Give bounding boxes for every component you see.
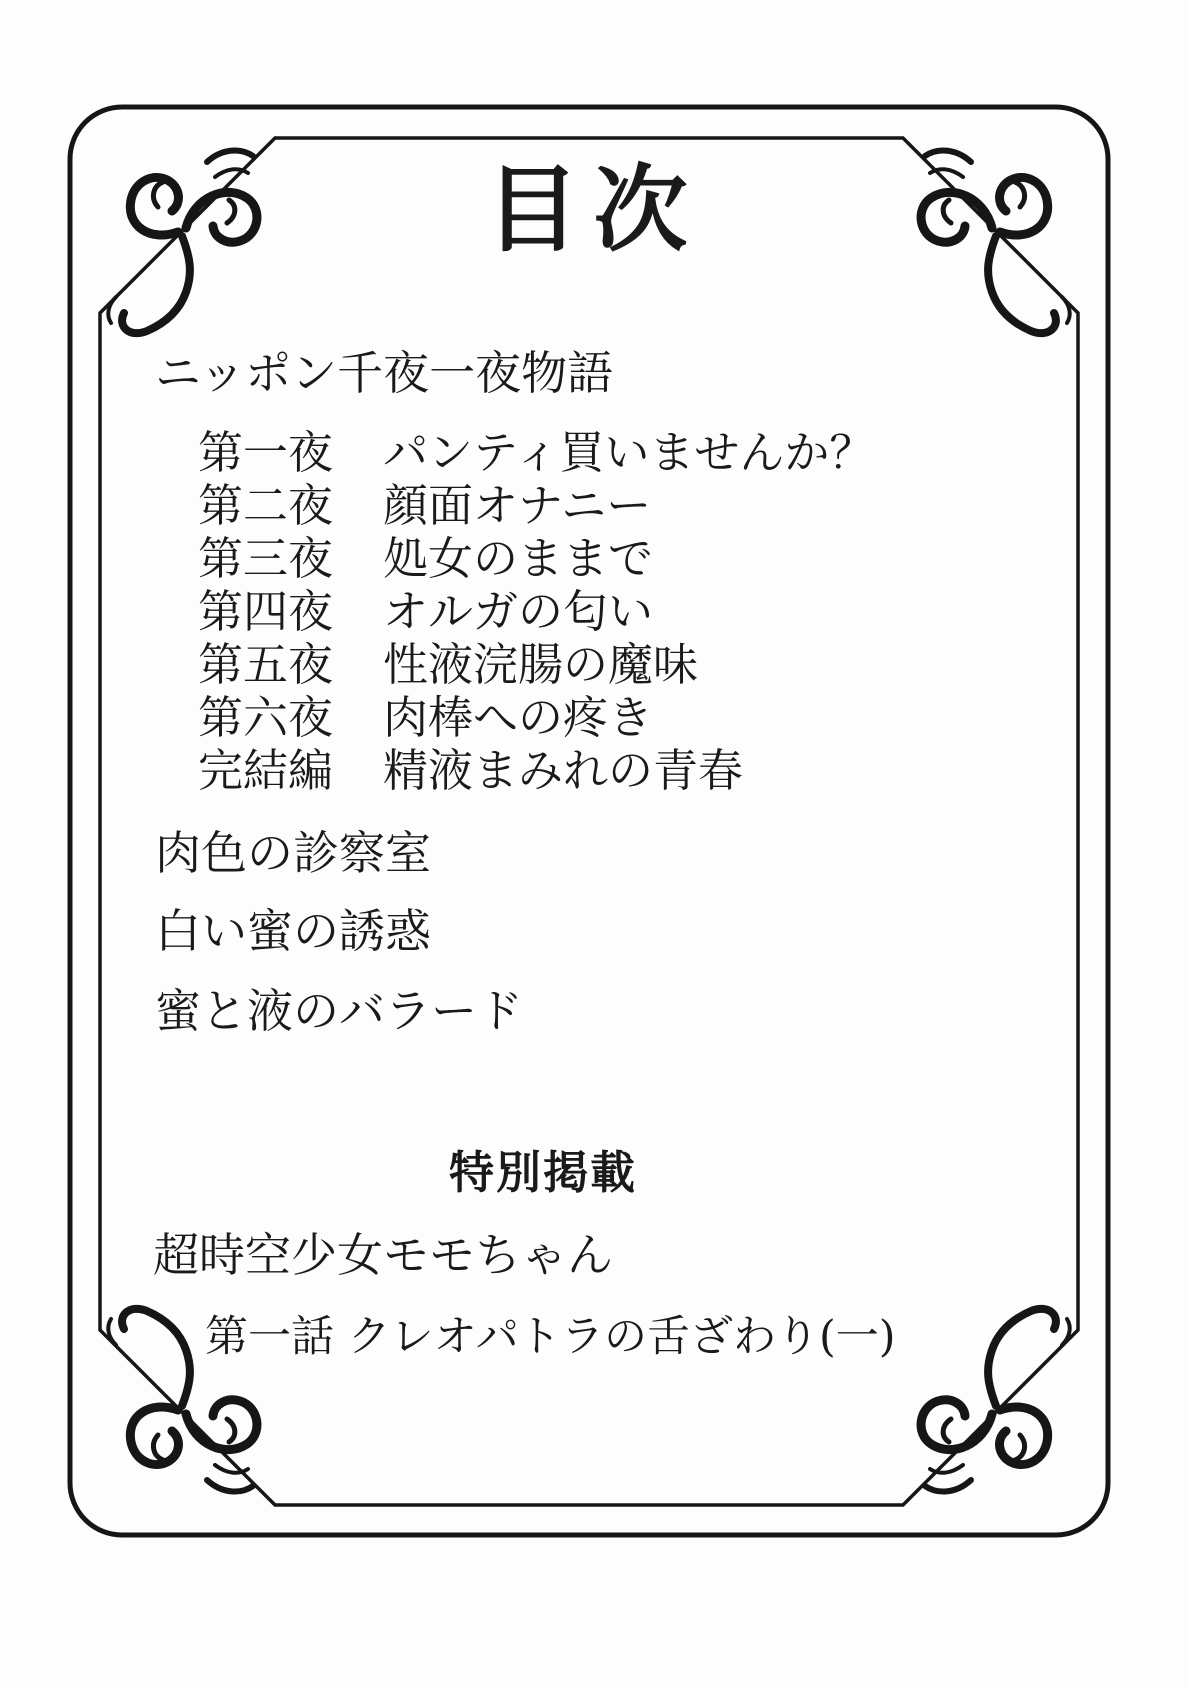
chapter-title: 精液まみれの青春 [383,744,744,797]
page-title: 目次 [485,155,702,265]
special-feature-heading: 特別掲載 [448,1146,638,1199]
toc-entry [198,532,654,585]
chapter-title: 顔面オナニー [383,479,652,532]
chapter-number: 完結編 [198,744,334,797]
toc-entry [198,744,744,797]
series-heading: ニッポン千夜一夜物語 [155,346,614,400]
standalone-work-title: 白い蜜の誘惑 [155,904,431,958]
special-work-title: 超時空少女モモちゃん [153,1228,613,1282]
special-chapter-title: 第一話 クレオパトラの舌ざわり(一) [205,1312,896,1362]
inner-border [100,138,1078,1505]
chapter-number: 第二夜 [198,479,334,532]
chapter-title: 肉棒への疼き [383,691,654,744]
chapter-number: 第五夜 [198,638,334,691]
toc-entry [198,691,654,744]
standalone-work-title: 肉色の診察室 [155,826,431,880]
chapter-number: 第六夜 [198,691,334,744]
chapter-title: 性液浣腸の魔味 [383,638,699,691]
toc-entry [198,426,875,479]
toc-entry [198,638,699,691]
toc-entry [198,585,654,638]
chapter-number: 第三夜 [198,532,334,585]
chapter-title: 処女のままで [383,532,654,585]
standalone-work-title: 蜜と液のバラード [155,984,523,1038]
chapter-title: オルガの匂い [383,585,654,638]
chapter-number: 第四夜 [198,585,334,638]
toc-entry [198,479,652,532]
chapter-number: 第一夜 [198,426,334,479]
chapter-title: パンティ買いませんか？ [383,426,875,479]
